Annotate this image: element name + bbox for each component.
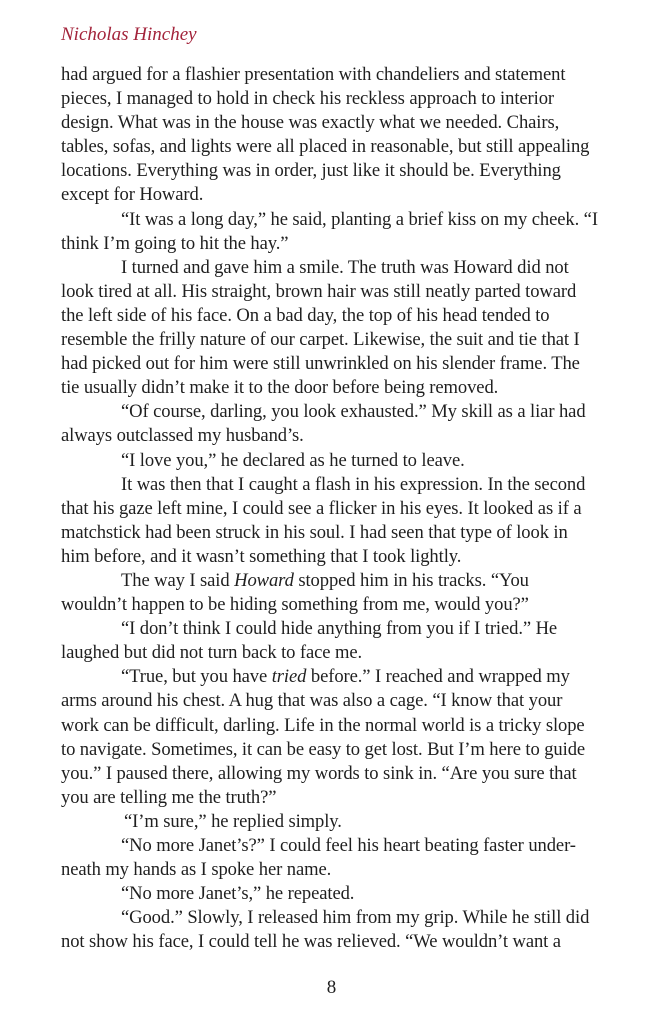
text-line: “No more Janet’s,” he repeated. bbox=[121, 883, 355, 905]
emphasis-text: tried bbox=[271, 666, 307, 688]
text-line bbox=[61, 569, 621, 593]
text-line: wouldn’t happen to be hiding something from me, would you?” bbox=[61, 594, 529, 616]
text-line: tables, sofas, and lights were all placed in reasonable, but still appealing bbox=[61, 136, 590, 158]
text-line: not show his face, I could tell he was relieved. “We wouldn’t want a bbox=[61, 931, 561, 953]
line-text-end: stopped him in his tracks. “You bbox=[293, 569, 529, 591]
text-line: “No more Janet’s?” I could feel his heart beating faster under- bbox=[121, 835, 576, 856]
running-head: Nicholas Hinchey bbox=[61, 24, 197, 45]
text-line: except for Howard. bbox=[61, 184, 204, 206]
text-line: “I’m sure,” he replied simply. bbox=[124, 810, 342, 832]
text-line: arms around his chest. A hug that was also a cage. “I know that your bbox=[61, 690, 563, 712]
text-line: It was then that I caught a flash in his expression. In the second bbox=[121, 473, 586, 495]
text-line: design. What was in the house was exactly what we needed. Chairs, bbox=[61, 112, 560, 134]
line-text-end: before.” I reached and wrapped my bbox=[306, 666, 570, 688]
text-line: I turned and gave him a smile. The truth was Howard did not bbox=[121, 256, 569, 278]
text-line: tie usually didn’t make it to the door before being removed. bbox=[61, 377, 499, 399]
text-line bbox=[61, 665, 621, 689]
text-line: laughed but did not turn back to face me. bbox=[61, 642, 363, 664]
text-line: you.” I paused there, allowing my words to sink in. “Are you sure that bbox=[61, 762, 577, 784]
text-line: locations. Everything was in order, just like it should be. Everything bbox=[61, 160, 561, 182]
text-line: resemble the frilly nature of our carpet. Likewise, the suit and tie that I bbox=[61, 329, 580, 351]
body-text bbox=[61, 63, 621, 954]
text-line: that his gaze left mine, I could see a flicker in his eyes. It looked as if a bbox=[61, 497, 582, 519]
line-text-start: The way I said bbox=[121, 569, 235, 591]
text-line: you are telling me the truth?” bbox=[61, 786, 277, 808]
text-line: neath my hands as I spoke her name. bbox=[61, 859, 332, 881]
text-line: “I love you,” he declared as he turned to leave. bbox=[121, 449, 465, 471]
text-line: to navigate. Sometimes, it can be easy to get lost. But I’m here to guide bbox=[61, 738, 586, 760]
text-line: matchstick had been struck in his soul. I had seen that type of look in bbox=[61, 521, 568, 543]
text-line: the left side of his face. On a bad day, the top of his head tended to bbox=[61, 304, 550, 326]
text-line: “I don’t think I could hide anything from you if I tried.” He bbox=[121, 618, 558, 640]
text-line: work can be difficult, darling. Life in the normal world is a tricky slope bbox=[61, 714, 585, 736]
text-line: had picked out for him were still unwrinkled on his slender frame. The bbox=[61, 353, 580, 375]
page-number: 8 bbox=[326, 977, 337, 998]
text-line: always outclassed my husband’s. bbox=[61, 425, 304, 447]
text-line: him before, and it wasn’t something that I took lightly. bbox=[61, 545, 462, 567]
text-line: look tired at all. His straight, brown hair was still neatly parted toward bbox=[61, 280, 577, 302]
text-line: “Good.” Slowly, I released him from my grip. While he still did bbox=[121, 907, 590, 929]
emphasis-text: Howard bbox=[234, 569, 294, 591]
line-text-start: “True, but you have bbox=[121, 666, 272, 688]
text-line: had argued for a flashier presentation with chandeliers and statement bbox=[61, 64, 566, 85]
text-line: “Of course, darling, you look exhausted.” My skill as a liar had bbox=[121, 401, 586, 423]
text-line: pieces, I managed to hold in check his reckless approach to interior bbox=[61, 88, 554, 110]
text-line: think I’m going to hit the hay.” bbox=[61, 232, 289, 254]
text-line: “It was a long day,” he said, planting a brief kiss on my cheek. “I bbox=[121, 208, 598, 230]
